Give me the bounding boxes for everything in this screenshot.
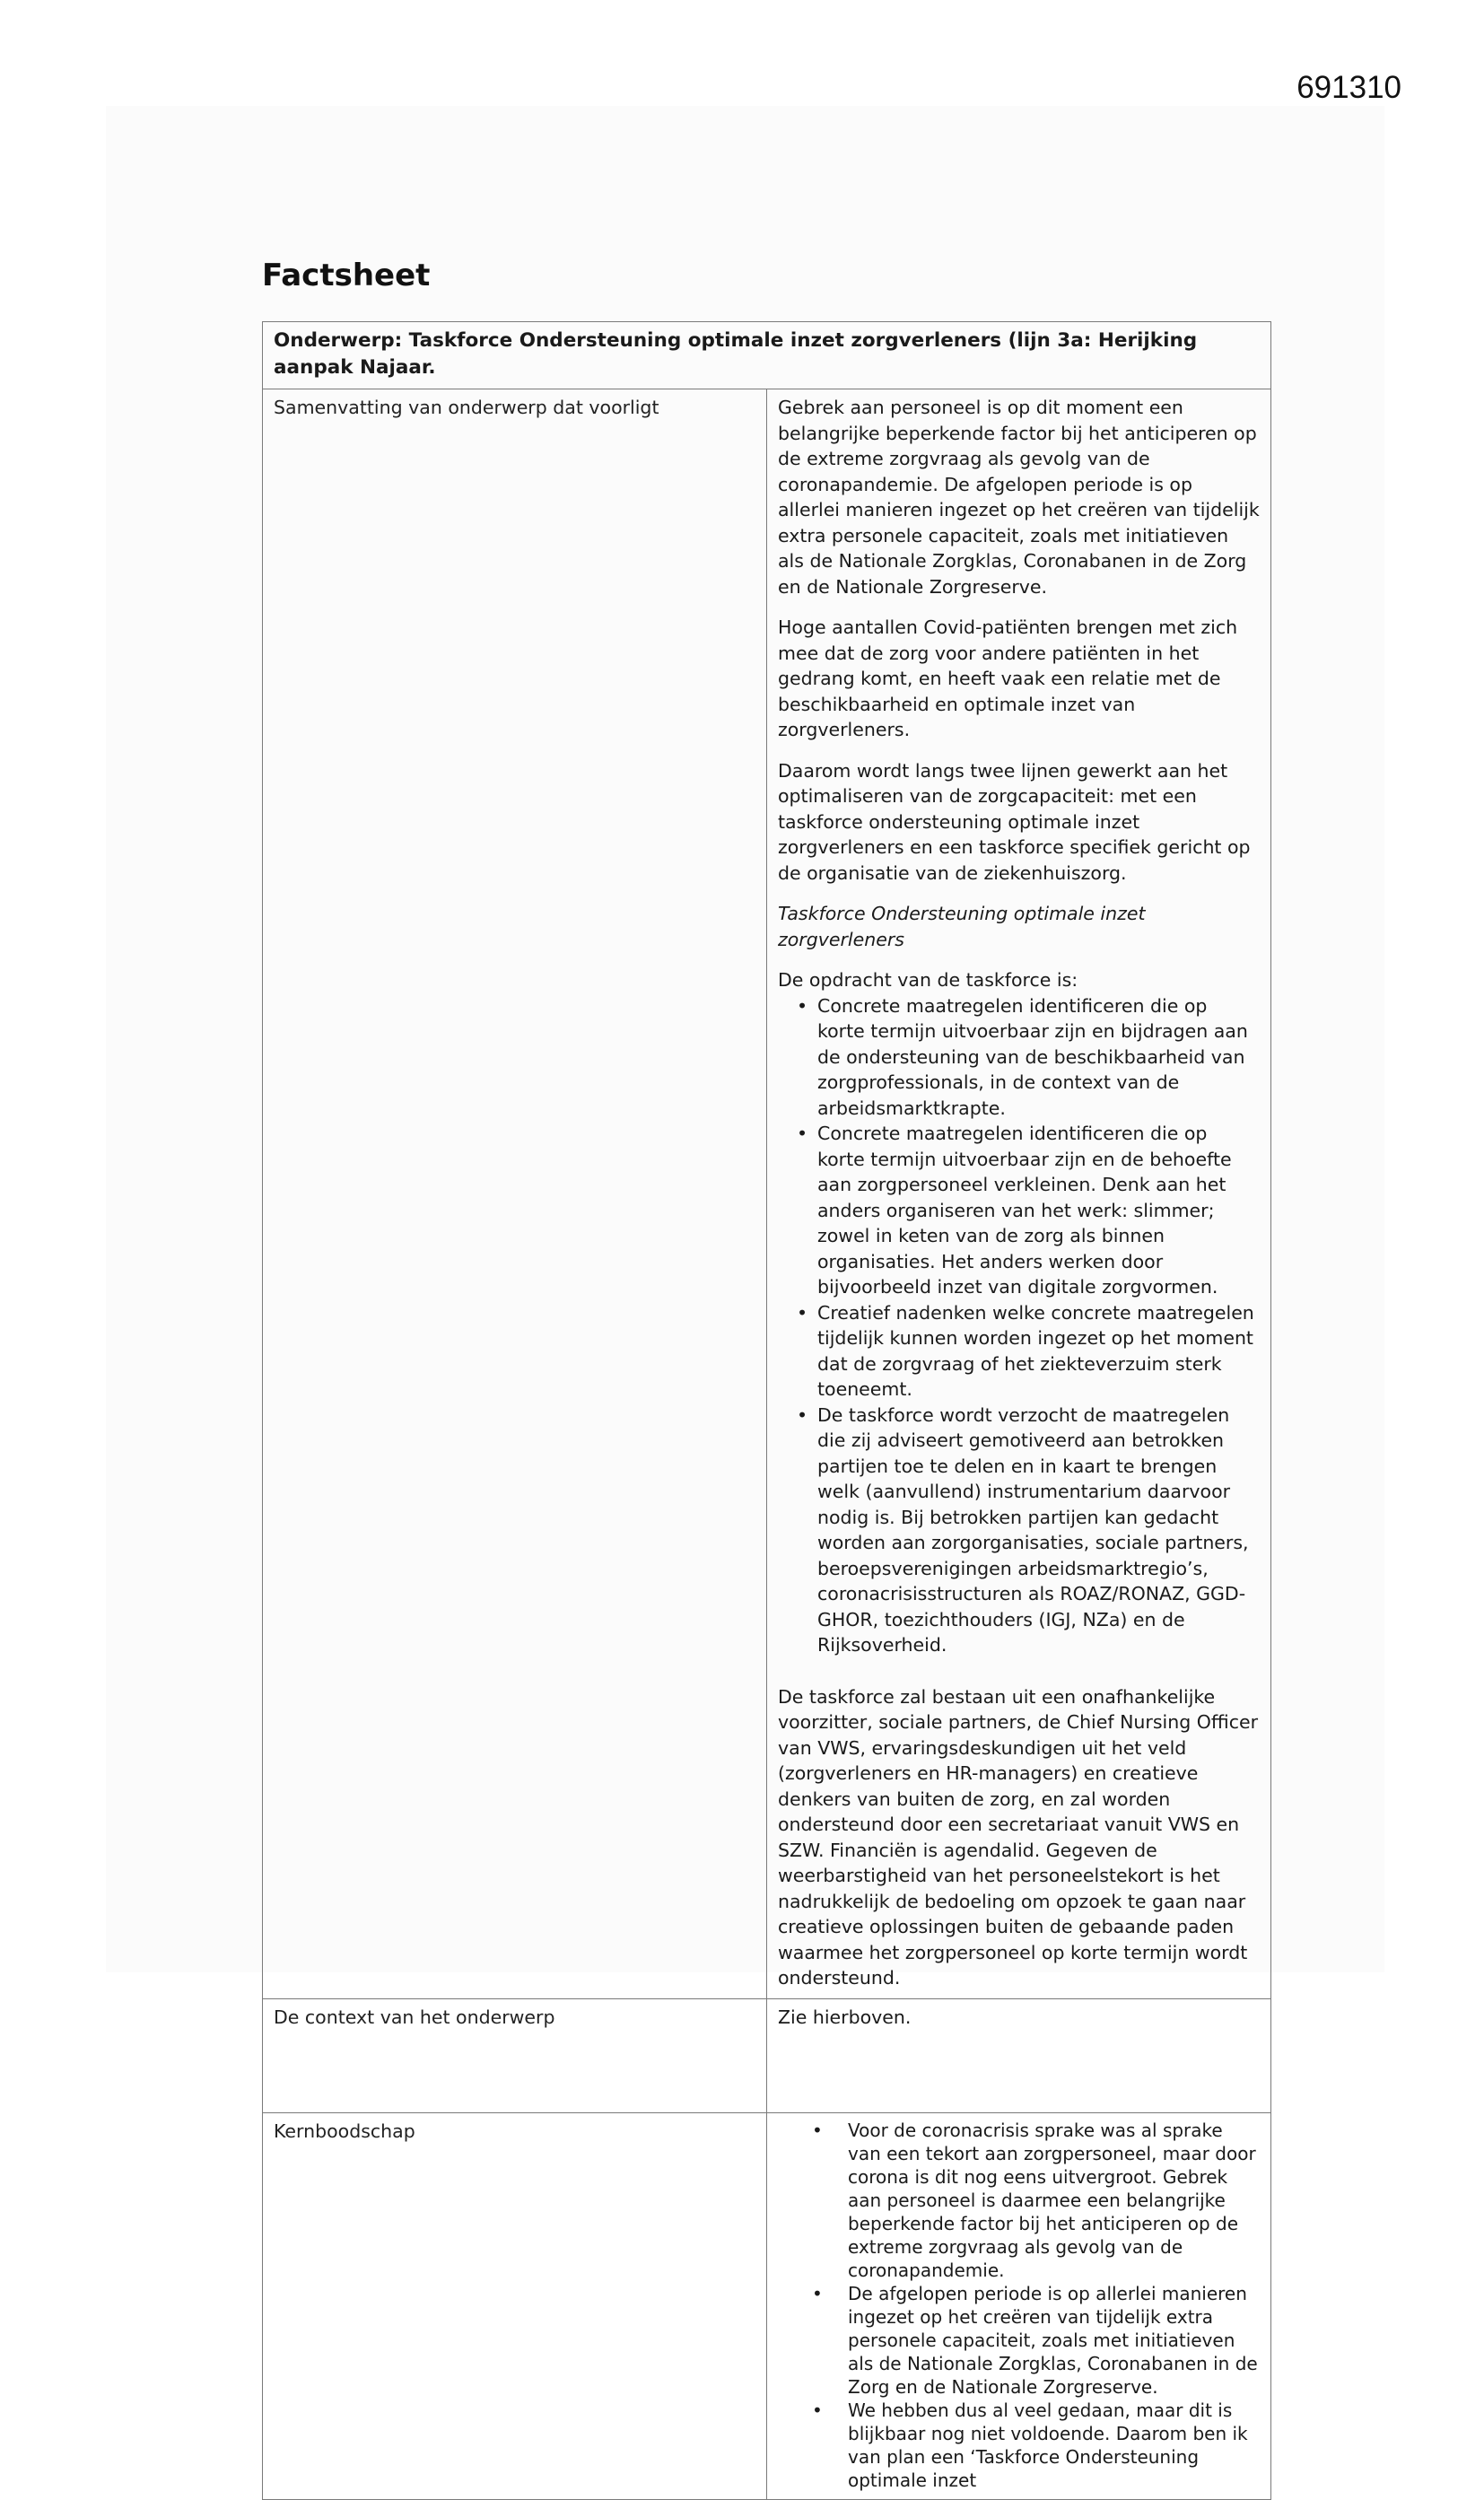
taskforce-subheading: Taskforce Ondersteuning optimale inzet zorgverleners xyxy=(778,903,1146,950)
context-label: De context van het onderwerp xyxy=(263,1998,767,2112)
summary-paragraph: Hoge aantallen Covid-patiënten brengen met zich mee dat de zorg voor andere patiënten in het gedrang komt, en heeft vaak een relatie met de beschikbaarheid en optimale inzet van zorgverleners. xyxy=(778,616,1238,740)
summary-paragraph: Gebrek aan personeel is op dit moment een belangrijke beperkende factor bij het anticiperen op de extreme zorgvraag als gevolg van de coronapandemie. De afgelopen periode is op allerlei manieren ingezet op het creëren van tijdelijk extra personele capaciteit, zoals met initiatieven als de Nationale Zorgklas, Coronabanen in de Zorg en de Nationale Zorgreserve. xyxy=(778,397,1260,598)
core-message-item xyxy=(778,2119,1260,2282)
summary-paragraph: Daarom wordt langs twee lijnen gewerkt aan het optimaliseren van de zorgcapaciteit: met een taskforce ondersteuning optimale inzet zorgverleners en een taskforce specifiek gericht op de organisatie van de ziekenhuiszorg. xyxy=(778,759,1251,884)
factsheet-table xyxy=(262,321,1271,2500)
core-message-list xyxy=(778,2119,1260,2492)
core-message-content xyxy=(767,2112,1271,2499)
core-message-label: Kernboodschap xyxy=(263,2112,767,2499)
core-message-item xyxy=(778,2399,1260,2492)
core-message-text: De afgelopen periode is op allerlei manieren ingezet op het creëren van tijdelijk extra personele capaciteit, zoals met initiatieven als de Nationale Zorgklas, Coronabanen in de Zorg en de Nationale Zorgreserve. xyxy=(848,2282,1258,2398)
subject-row xyxy=(263,322,1271,389)
subject-heading: Onderwerp: Taskforce Ondersteuning optimale inzet zorgverleners (lijn 3a: Herijking aanpak Najaar. xyxy=(263,322,1271,389)
assignment-item: • Concrete maatregelen identificeren die op korte termijn uitvoerbaar zijn en bijdragen aan de ondersteuning van de beschikbaarheid van zorgprofessionals, in de context van de arbeidsmarktkrapte. xyxy=(778,993,1260,1122)
core-message-text: We hebben dus al veel gedaan, maar dit is blijkbaar nog niet voldoende. Daarom ben ik van plan een ‘Taskforce Ondersteuning optimale inzet xyxy=(848,2399,1248,2491)
core-message-item xyxy=(778,2282,1260,2399)
context-content: Zie hierboven. xyxy=(767,1998,1271,2112)
bullet-icon: • xyxy=(812,2399,823,2421)
summary-row xyxy=(263,389,1271,1999)
spacer xyxy=(778,1658,1260,1684)
bullet-icon: • xyxy=(812,2282,823,2304)
document-title: Factsheet xyxy=(262,258,431,293)
assignment-item: • De taskforce wordt verzocht de maatregelen die zij adviseert gemotiveerd aan betrokken partijen toe te delen en in kaart te brengen welk (aanvullend) instrumentarium daarvoor nodig is. Bij betrokken partijen kan gedacht worden aan zorgorganisaties, sociale partners, beroepsverenigingen arbeidsmarktregio’s, coronacrisisstructuren als ROAZ/RONAZ, GGD-GHOR, toezichthouders (IGJ, NZa) en de Rijksoverheid. xyxy=(778,1403,1260,1658)
core-message-text: Voor de coronacrisis sprake was al sprake van een tekort aan zorgpersoneel, maar door corona is dit nog eens uitvergroot. Gebrek aan personeel is daarmee een belangrijke beperkende factor bij het anticiperen op de extreme zorgvraag als gevolg van de coronapandemie. xyxy=(848,2119,1256,2281)
assignment-intro: De opdracht van de taskforce is: xyxy=(778,969,1078,991)
context-row xyxy=(263,1998,1271,2112)
core-message-row xyxy=(263,2112,1271,2499)
assignment-item: • Concrete maatregelen identificeren die op korte termijn uitvoerbaar zijn en de behoefte aan zorgpersoneel verkleinen. Denk aan het anders organiseren van het werk: slimmer; zowel in keten van de zorg als binnen organisaties. Het anders werken door bijvoorbeeld inzet van digitale zorgvormen. xyxy=(778,1121,1260,1300)
closing-paragraph: De taskforce zal bestaan uit een onafhankelijke voorzitter, sociale partners, de Chief Nursing Officer van VWS, ervaringsdeskundigen uit het veld (zorgverleners en HR-managers) en creatieve denkers van buiten de zorg, en zal worden ondersteund door een secretariaat vanuit VWS en SZW. Financiën is agendalid. Gegeven de weerbarstigheid van het personeelstekort is het nadrukkelijk de bedoeling om opzoek te gaan naar creatieve oplossingen buiten de gebaande paden waarmee het zorgpersoneel op korte termijn wordt ondersteund. xyxy=(778,1685,1259,1989)
page-number: 691310 xyxy=(1296,70,1401,105)
summary-content xyxy=(767,389,1271,1999)
summary-label: Samenvatting van onderwerp dat voorligt xyxy=(263,389,767,1999)
assignment-item: • Creatief nadenken welke concrete maatregelen tijdelijk kunnen worden ingezet op het moment dat de zorgvraag of het ziekteverzuim sterk toeneemt. xyxy=(778,1300,1260,1403)
bullet-icon: • xyxy=(812,2119,823,2141)
assignment-list xyxy=(778,993,1260,1658)
